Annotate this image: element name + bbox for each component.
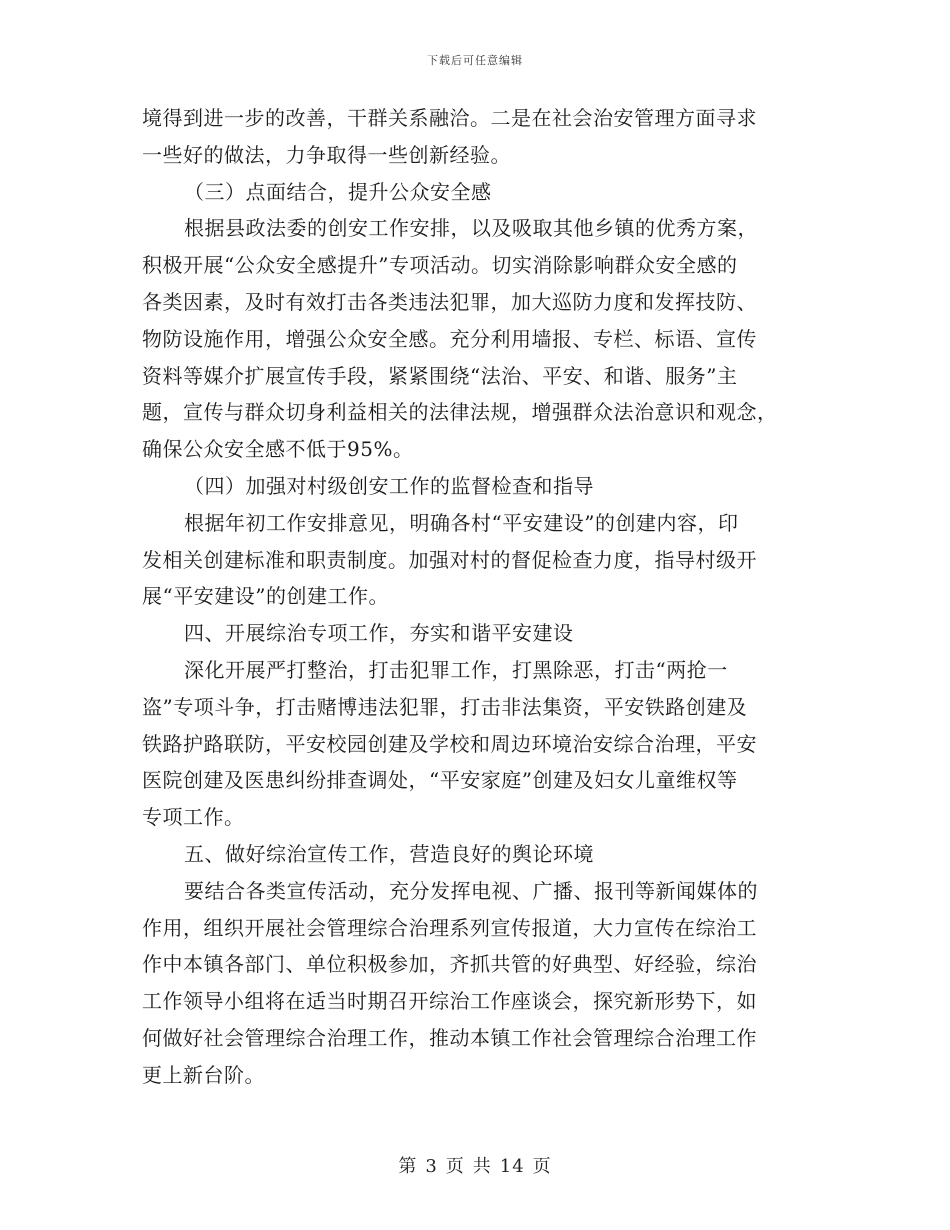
document-body xyxy=(142,100,810,1094)
text-line: 要结合各类宣传活动，充分发挥电视、广播、报刊等新闻媒体的 xyxy=(184,878,758,903)
text-line: 专项工作。 xyxy=(142,805,245,830)
text-line: 境得到进一步的改善，干群关系融洽。二是在社会治安管理方面寻求 xyxy=(142,106,757,130)
text-line: 深化开展严打整治，打击犯罪工作，打黑除恶，打击“两抢一 xyxy=(184,657,728,682)
page-footer xyxy=(0,1152,950,1178)
text-line: 根据县政法委的创安工作安排，以及吸取其他乡镇的优秀方案， xyxy=(184,216,758,241)
text-line: 更上新台阶。 xyxy=(142,1062,265,1087)
page-header: 下载后可任意编辑 xyxy=(427,54,523,67)
text-line: 一些好的做法，力争取得一些创新经验。 xyxy=(142,142,511,167)
text-line: 作中本镇各部门、单位积极参加，齐抓共管的好典型、好经验，综治 xyxy=(142,952,757,977)
text-line: （四）加强对村级创安工作的监督检查和指导 xyxy=(184,473,594,498)
footer-page-word: 页 xyxy=(445,1156,465,1177)
text-line: 作用，组织开展社会管理综合治理系列宣传报道，大力宣传在综治工 xyxy=(142,915,757,940)
text-line: 工作领导小组将在适当时期召开综治工作座谈会，探究新形势下，如 xyxy=(142,989,757,1014)
text-line: 物防设施作用，增强公众安全感。充分利用墙报、专栏、标语、宣传 xyxy=(142,326,757,351)
text-line: 资料等媒介扩展宣传手段，紧紧围绕“法治、平安、和谐、服务”主 xyxy=(142,363,738,388)
footer-total-pages: 14 xyxy=(499,1156,525,1177)
text-line: 医院创建及医患纠纷排查调处，“平安家庭”创建及妇女儿童维权等 xyxy=(142,768,738,793)
text-line: 发相关创建标准和职责制度。加强对村的督促检查力度，指导村级开 xyxy=(142,547,757,572)
text-line: 题，宣传与群众切身利益相关的法律法规，增强群众法治意识和观念， xyxy=(142,400,778,425)
text-line: 展“平安建设”的创建工作。 xyxy=(142,584,389,609)
text-line: 四、开展综治专项工作，夯实和谐平安建设 xyxy=(184,621,574,646)
text-line: 根据年初工作安排意见，明确各村“平安建设”的创建内容，印 xyxy=(184,510,739,535)
text-line: 何做好社会管理综合治理工作，推动本镇工作社会管理综合治理工作 xyxy=(142,1025,757,1050)
text-line: 积极开展“公众安全感提升”专项活动。切实消除影响群众安全感的 xyxy=(142,253,738,278)
text-line: 盗”专项斗争，打击赌博违法犯罪，打击非法集资，平安铁路创建及 xyxy=(142,694,748,719)
footer-current-page: 3 xyxy=(425,1156,438,1177)
text-line: 五、做好综治宣传工作，营造良好的舆论环境 xyxy=(184,841,594,866)
footer-prefix: 第 xyxy=(398,1156,418,1177)
text-line: （三）点面结合，提升公众安全感 xyxy=(184,179,492,204)
footer-suffix: 页 xyxy=(532,1156,552,1177)
footer-total-word: 共 xyxy=(472,1156,492,1177)
text-line: 确保公众安全感不低于95%。 xyxy=(142,437,414,462)
text-line: 铁路护路联防，平安校园创建及学校和周边环境治安综合治理，平安 xyxy=(142,731,757,756)
text-line: 各类因素，及时有效打击各类违法犯罪，加大巡防力度和发挥技防、 xyxy=(142,289,757,314)
